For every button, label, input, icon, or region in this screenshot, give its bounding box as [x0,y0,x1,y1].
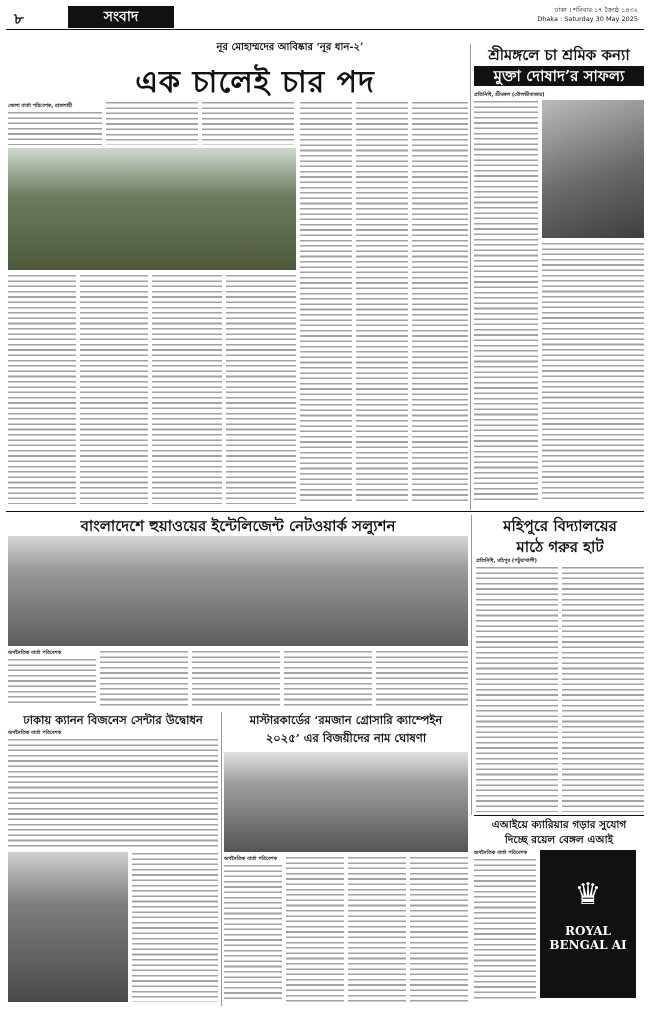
story6-photo [224,752,468,852]
story3-byline: অর্থনৈতিক বার্তা পরিবেশক [8,650,62,656]
column-divider [471,515,472,815]
royal-bengal-ai-logo [540,850,636,998]
story7-headline-2: দিচ্ছে রয়েল বেঙ্গল এআই [504,834,614,846]
section-divider [6,511,644,512]
story6-headline-2: ২০২৫’ এর বিজয়ীদের নাম ঘোষণা [265,731,427,745]
masthead [6,4,644,30]
story1-headline: এক চালেই চার পদ [135,65,375,100]
story7-headline-1: এআইয়ে ক্যারিয়ার গড়ার সুযোগ [491,819,627,831]
story2-headline-1: শ্রীমঙ্গলে চা শ্রমিক কন্যা [488,46,630,64]
story2-headline-2: মুক্তা দোষাদ’র সাফল্য [474,66,644,86]
column-divider [221,712,222,1006]
story5-text [8,738,218,848]
dateline [537,6,638,24]
story5-photo [8,852,128,1002]
story3-text-col5 [376,650,468,706]
story4-headline-1: মহিপুরে বিদ্যালয়ের [503,517,617,535]
logo-text-2: BENGAL AI [549,938,627,952]
story2-text-col2 [542,242,644,502]
story1-text-col1 [8,111,102,145]
story4-text-col2 [562,566,644,812]
story1-text-col8 [80,274,148,504]
story6-headline-1: মাস্টারকার্ডের ‘রমজান গ্রোসারি ক্যাম্পেইন [249,713,443,727]
story1-text-col6 [412,101,468,505]
story1-text-col9 [152,274,222,504]
story1-text-col10 [226,274,296,504]
newspaper-logo: সংবাদ [68,6,174,28]
story7-byline: অর্থনৈতিক বার্তা পরিবেশক [474,850,528,856]
story5-headline: ঢাকায় ক্যানন বিজনেস সেন্টার উদ্বোধন [23,713,203,727]
story2-byline: প্রতিনিধি, শ্রীমঙ্গল (মৌলভীবাজার) [474,92,545,98]
story4-headline-2: মাঠে গরুর হাট [516,538,604,556]
story3-photo-group [8,536,468,646]
story5-byline: অর্থনৈতিক বার্তা পরিবেশক [8,730,62,736]
story3-text-col3 [192,650,280,706]
story2-photo-mukta [542,100,644,238]
page-number: ৮ [14,10,24,28]
logo-text-1: ROYAL [565,924,611,938]
story1-text-col7 [8,274,76,504]
story3-text-col1 [8,658,96,706]
story1-text-col4 [300,101,352,505]
story6-text-col4 [410,856,468,1002]
story6-byline: অর্থনৈতিক বার্তা পরিবেশক [224,856,278,862]
story3-text-col4 [284,650,372,706]
story6-text-col3 [348,856,406,1002]
story4-text-col1 [476,566,558,812]
story1-text-col3 [202,101,294,145]
story1-text-col5 [356,101,408,505]
column-divider [470,44,471,510]
story4-byline: প্রতিনিধি, মহিপুর (পটুয়াখালী) [476,558,537,564]
story1-photo-farmers [8,148,296,270]
story2-text-col1 [474,100,538,502]
story6-text-col1 [224,864,282,1002]
story3-text-col2 [100,650,188,706]
story1-kicker: নূর মোহাম্মদের আবিষ্কার ‘নূর ধান-২’ [216,42,364,53]
story1-text-col2 [106,101,198,145]
date-english: Dhaka : Saturday 30 May 2025 [537,15,638,23]
crown-icon: ♛ [574,877,602,912]
story1-byline: জেলা বার্তা পরিবেশক, রাজশাহী [8,103,73,109]
story5-text-side [132,852,218,1002]
story7-text-col1 [474,858,536,1002]
date-bangla: ঢাকা । শনিবার ১৭ জ্যৈষ্ঠ ১৪৩২ [554,6,638,14]
section-divider [474,815,644,816]
story6-text-col2 [286,856,344,1002]
story3-headline: বাংলাদেশে হুয়াওয়ের ইন্টেলিজেন্ট নেটওয়ার্ক সল্যুশন [80,517,396,535]
